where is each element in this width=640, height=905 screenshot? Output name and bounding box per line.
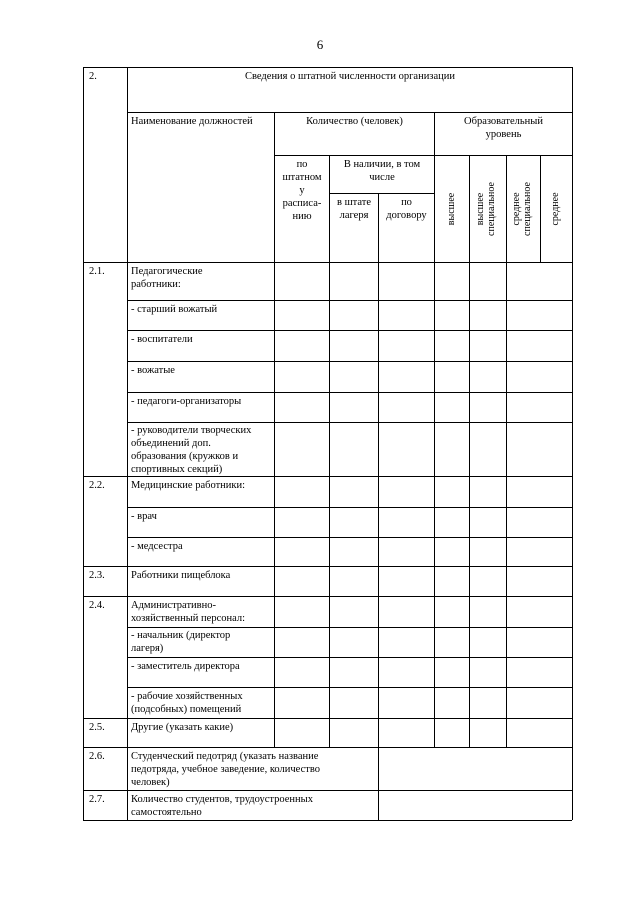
- row-label: - старший вожатый: [131, 304, 218, 315]
- row-label: - врач: [131, 511, 157, 522]
- row-number: 2.2.: [89, 480, 105, 491]
- row-number: 2.3.: [89, 570, 105, 581]
- row-label: - руководители творческих объединений доп. образования (кружков и спортивных секций): [131, 425, 252, 475]
- page-number: 6: [316, 37, 324, 52]
- row-label: Другие (указать какие): [131, 722, 234, 733]
- header-positions: Наименование должностей: [131, 116, 253, 127]
- row-label: Количество студентов, трудоустроенных самостоятельно: [131, 794, 313, 818]
- header-education: Образовательный уровень: [464, 116, 543, 140]
- section-number: 2.: [89, 71, 97, 82]
- row-number: 2.6.: [89, 751, 105, 762]
- row-label: - заместитель директора: [131, 661, 240, 672]
- row-label: Работники пищеблока: [131, 570, 231, 581]
- row-label: - рабочие хозяйственных (подсобных) помещений: [131, 691, 243, 715]
- header-by-schedule: по штатном у расписа- нию: [282, 159, 322, 222]
- section-title: Сведения о штатной численности организации: [245, 71, 455, 82]
- row-number: 2.4.: [89, 600, 105, 611]
- header-available: В наличии, в том числе: [343, 159, 421, 183]
- row-label: - вожатые: [131, 365, 175, 376]
- row-number: 2.5.: [89, 722, 105, 733]
- header-secondary: среднее: [550, 192, 561, 226]
- row-label: - педагоги-организаторы: [131, 396, 242, 407]
- header-in-staff: в штате лагеря: [336, 197, 372, 221]
- row-number: 2.7.: [89, 794, 105, 805]
- row-label: Медицинские работники:: [131, 480, 246, 491]
- row-label: Административно- хозяйственный персонал:: [131, 600, 246, 624]
- header-by-contract: по договору: [386, 197, 427, 221]
- row-number: 2.1.: [89, 266, 105, 277]
- row-label: Студенческий педотряд (указать название педотряда, учебное заведение, количество человек): [131, 751, 320, 788]
- row-label: - медсестра: [131, 541, 183, 552]
- header-higher-special: высшее специальное: [475, 182, 497, 236]
- header-quantity: Количество (человек): [306, 116, 403, 127]
- row-label: Педагогические работники:: [131, 266, 203, 290]
- header-secondary-special: среднее специальное: [511, 182, 533, 236]
- header-higher: высшее: [446, 192, 457, 226]
- row-label: - воспитатели: [131, 334, 193, 345]
- row-label: - начальник (директор лагеря): [131, 630, 231, 654]
